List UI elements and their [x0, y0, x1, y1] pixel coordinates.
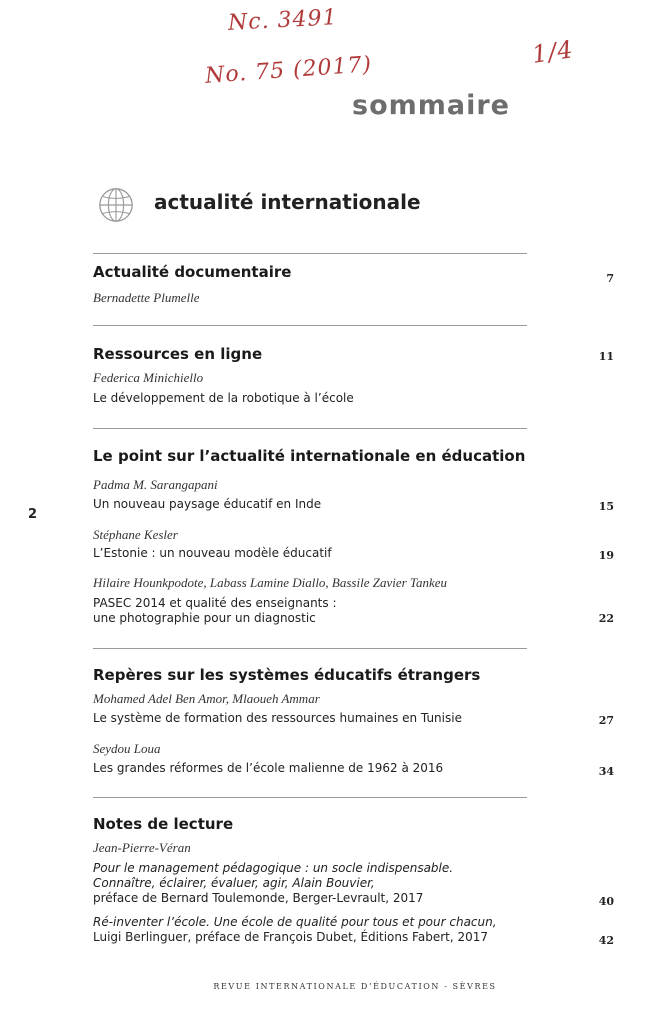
divider	[93, 428, 527, 429]
entry-author: Mohamed Adel Ben Amor, Mlaoueh Ammar	[93, 691, 320, 706]
entry-author: Bernadette Plumelle	[93, 290, 200, 305]
globe-icon	[97, 186, 135, 224]
entry-title[interactable]: Ressources en ligne	[93, 345, 263, 363]
divider	[93, 325, 527, 326]
page-number: 27	[598, 714, 614, 727]
page-number: 42	[598, 934, 614, 947]
article-title[interactable]: L’Estonie : un nouveau modèle éducatif	[93, 546, 332, 560]
entry-author: Federica Minichiello	[93, 370, 204, 385]
handwritten-note-issue: No. 75 (2017)	[204, 52, 373, 89]
running-footer: REVUE INTERNATIONALE D’ÉDUCATION - SÈVRES	[213, 982, 497, 991]
divider	[93, 253, 527, 254]
entry-title[interactable]: Repères sur les systèmes éducatifs étrangers	[93, 666, 481, 684]
book-credit-line: Luigi Berlinguer, préface de François Dubet, Éditions Fabert, 2017	[93, 930, 489, 944]
article-title[interactable]: Un nouveau paysage éducatif en Inde	[93, 497, 322, 511]
entry-author: Padma M. Sarangapani	[93, 477, 218, 492]
entry-title[interactable]: Notes de lecture	[93, 815, 234, 833]
entry-title[interactable]: Le point sur l’actualité internationale en éducation	[93, 447, 526, 465]
page-number: 40	[598, 895, 614, 908]
book-title-line1[interactable]: Pour le management pédagogique : un socle indispensable.	[93, 861, 454, 875]
page-number: 7	[606, 272, 614, 285]
book-title-line2[interactable]: Connaître, éclairer, évaluer, agir, Alain Bouvier,	[93, 876, 375, 890]
handwritten-note-number: Nc. 3491	[227, 5, 339, 36]
article-title[interactable]: Le développement de la robotique à l’école	[93, 391, 354, 405]
entry-title[interactable]: Actualité documentaire	[93, 263, 292, 281]
book-title-line1[interactable]: Ré-inventer l’école. Une école de qualité pour tous et pour chacun,	[93, 915, 497, 929]
section-heading: actualité internationale	[154, 190, 421, 214]
book-credit-line: préface de Bernard Toulemonde, Berger-Levrault, 2017	[93, 891, 424, 905]
page-number: 34	[598, 765, 614, 778]
article-title[interactable]: Le système de formation des ressources humaines en Tunisie	[93, 711, 462, 725]
divider	[93, 797, 527, 798]
entry-author: Hilaire Hounkpodote, Labass Lamine Diallo, Bassile Zavier Tankeu	[93, 575, 448, 590]
page-number: 11	[598, 350, 614, 363]
article-title-line2[interactable]: une photographie pour un diagnostic	[93, 611, 316, 625]
entry-author: Jean-Pierre-Véran	[93, 840, 191, 855]
entry-author: Stéphane Kesler	[93, 527, 178, 542]
article-title[interactable]: Les grandes réformes de l’école malienne de 1962 à 2016	[93, 761, 444, 775]
page-number: 19	[598, 549, 614, 562]
page-number: 15	[598, 500, 614, 513]
divider	[93, 648, 527, 649]
page-title: sommaire	[352, 90, 510, 121]
entry-author: Seydou Loua	[93, 741, 161, 756]
article-title-line1[interactable]: PASEC 2014 et qualité des enseignants :	[93, 596, 337, 610]
handwritten-note-page: 1/4	[530, 35, 576, 69]
page-folio: 2	[28, 507, 38, 522]
page-number: 22	[598, 612, 614, 625]
